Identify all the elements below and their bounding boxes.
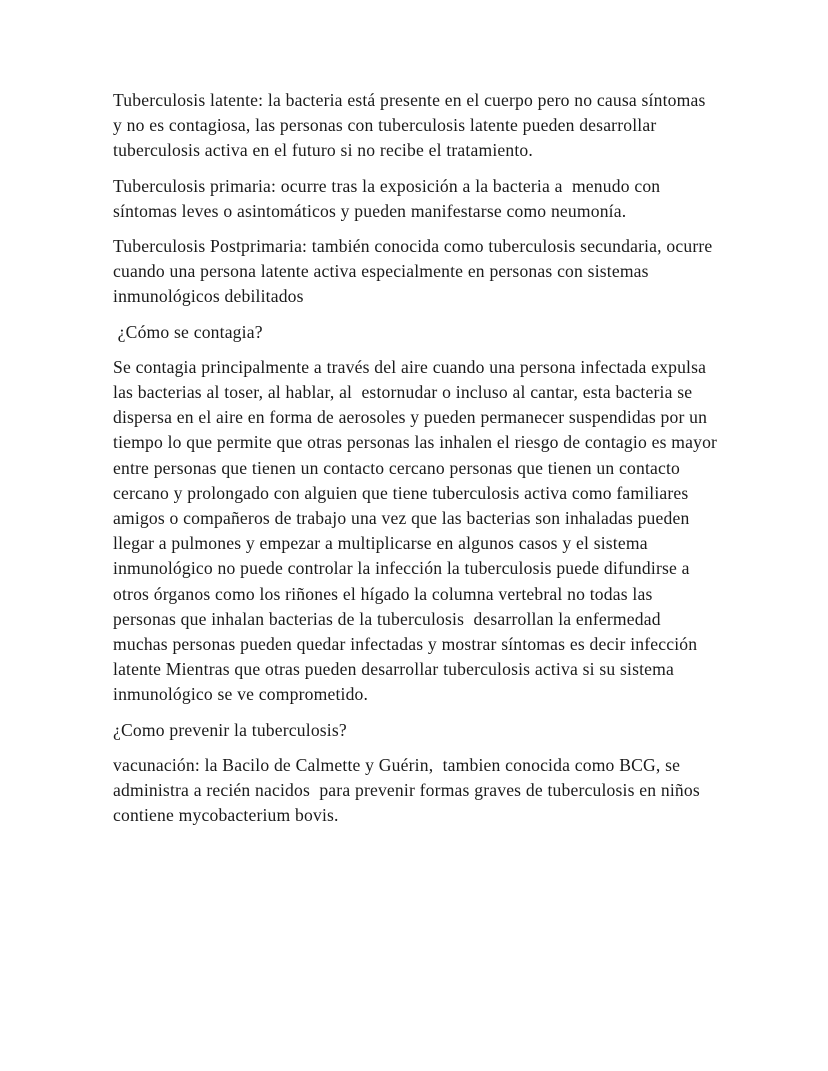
- paragraph-tuberculosis-primaria: Tuberculosis primaria: ocurre tras la exposición a la bacteria a menudo con síntomas leves o asintomáticos y pueden manifestarse como neumonía.: [113, 175, 665, 221]
- heading-question-como-se-contagia: ¿Cómo se contagia?: [113, 321, 263, 342]
- paragraph-tuberculosis-postprimaria: Tuberculosis Postprimaria: también conocida como tuberculosis secundaria, ocurre cuando una persona latente activa especialmente en personas con sistemas inmunológicos debilitados: [113, 236, 718, 307]
- paragraph-vacunacion-respuesta: vacunación: la Bacilo de Calmette y Guérin, tambien conocida como BCG, se administra a recién nacidos para prevenir formas graves de tuberculosis en niños contiene mycobacterium bovis.: [113, 754, 705, 826]
- paragraph-como-se-contagia-respuesta: Se contagia principalmente a través del aire cuando una persona infectada expulsa las bacterias al toser, al hablar, al estornudar o incluso al cantar, esta bacteria se dispersa en el aire en forma de aerosoles y pueden permanecer suspendidas por un tiempo lo que permite que otras personas las inhalen el riesgo de contagio es mayor entre personas que tienen un contacto cercano personas que tienen un contacto cercano y prolongado con alguien que tiene tuberculosis activa como familiares amigos o compañeros de trabajo una vez que las bacterias son inhaladas pueden llegar a pulmones y empezar a multiplicarse en algunos casos y el sistema inmunológico no puede controlar la infección la tuberculosis puede difundirse a otros órganos como los riñones el hígado la columna vertebral no todas las personas que inhalan bacterias de la tuberculosis desarrollan la enfermedad muchas personas pueden quedar infectadas y mostrar síntomas es decir infección latente Mientras que otras pueden desarrollar tuberculosis activa si su sistema inmunológico se ve comprometido.: [113, 356, 722, 705]
- paragraph-tuberculosis-latente: Tuberculosis latente: la bacteria está presente en el cuerpo pero no causa síntomas y no es contagiosa, las personas con tuberculosis latente pueden desarrollar tuberculosis activa en el futuro si no recibe el tratamiento.: [113, 90, 711, 161]
- heading-question-como-prevenir: ¿Como prevenir la tuberculosis?: [113, 719, 347, 740]
- document-text-body: [113, 88, 722, 828]
